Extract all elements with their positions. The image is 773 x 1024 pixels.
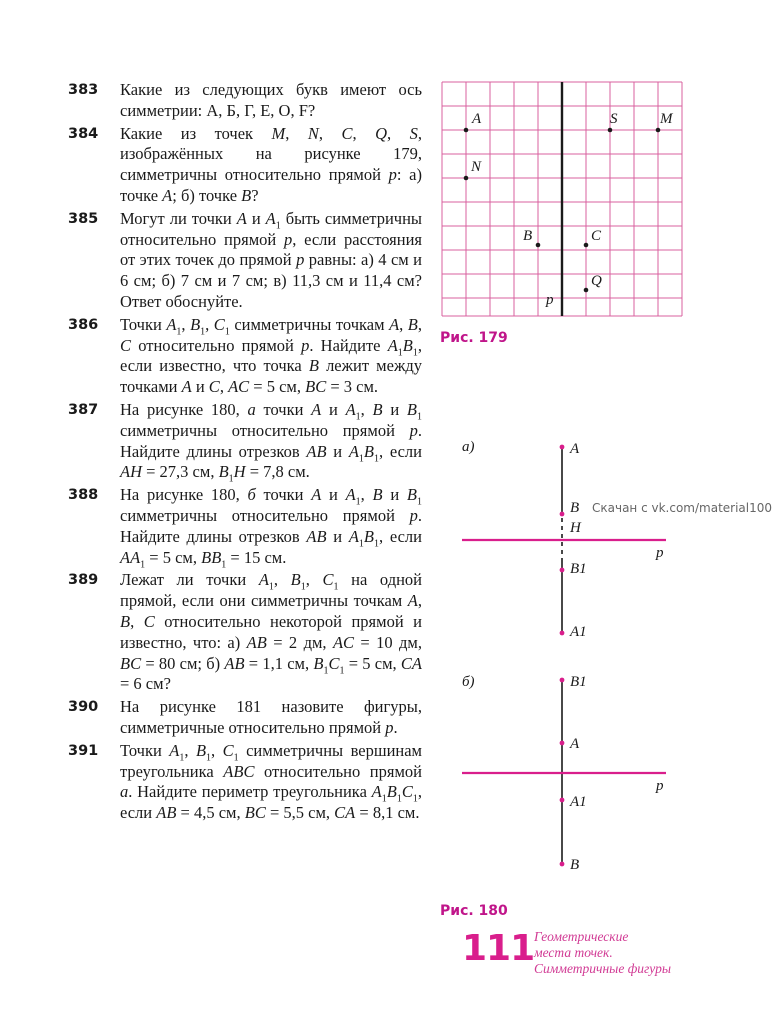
label-A1: A1 — [570, 794, 587, 810]
point-A1 — [560, 631, 565, 636]
problem-number: 383 — [68, 82, 99, 98]
problem-number: 390 — [68, 699, 99, 716]
problem-number: 386 — [68, 316, 99, 333]
point-B1 — [560, 568, 565, 573]
point-N — [464, 176, 469, 181]
problem-number: 387 — [68, 401, 99, 418]
problem-text: Могут ли точки A и $A_1$ быть симметричны относительно прямой p, если расстояния от этих точек до прямой p равны: а) 4 см и 6 см; б) 7 см и 7 см; в) 11,3 см и 11,4 см? Ответ обоснуйте. — [120, 208, 422, 311]
running-title-line: Геометрические — [534, 929, 629, 944]
label-A1: A1 — [570, 624, 587, 640]
point-B — [560, 862, 565, 867]
problem-text: На рисунке 181 назовите фигуры, симметричные относительно прямой p. — [120, 697, 422, 737]
problem-383 — [68, 80, 422, 122]
problem-number: 391 — [68, 742, 99, 759]
label-C: C — [591, 228, 602, 244]
problem-text: На рисунке 180, а точки A и $A_1$, B и $B_1$ симметричны относительно прямой p. Найдите длины отрезков AB и $A_1B_1$, если AH = 27,3 см, $B_1H = 7,8$ см. — [120, 399, 422, 485]
problem-386 — [68, 315, 422, 398]
figure-180-caption: Рис. 180 — [440, 903, 508, 919]
label-S: S — [610, 111, 618, 127]
point-B1 — [560, 678, 565, 683]
running-title — [534, 929, 734, 977]
point-Q — [584, 288, 589, 293]
part-b-label: б) — [462, 674, 475, 690]
label-p: p — [656, 545, 664, 561]
problem-number: 385 — [68, 210, 99, 227]
label-A: A — [570, 736, 580, 752]
point-A — [464, 128, 469, 133]
problem-list — [68, 80, 422, 826]
label-B: B — [570, 500, 580, 516]
running-title-line: места точек. — [534, 945, 613, 960]
label-Q: Q — [591, 273, 602, 289]
point-C — [584, 243, 589, 248]
problem-text: Какие из следующих букв имеют ось симметрии: А, Б, Г, Е, О, F? — [120, 80, 422, 120]
point-B — [536, 243, 541, 248]
problem-text: Какие из точек M, N, C, Q, S, изображённых на рисунке 179, симметричны относительно прямой p: а) точке A; б) точке B? — [120, 123, 423, 205]
label-B1: B1 — [570, 674, 587, 690]
problem-text: Точки $A_1$, $B_1$, $C_1$ симметричны вершинам треугольника ABC относительно прямой a. Найдите периметр треугольника $A_1B_1C_1$, если AB = 4,5 см, BC = 5,5 см, CA = 8,1 см. — [120, 740, 422, 823]
problem-391 — [68, 741, 422, 824]
point-A — [560, 741, 565, 746]
running-title-line: Симметричные фигуры — [534, 961, 672, 976]
problem-number: 384 — [68, 125, 99, 142]
problem-390 — [68, 697, 422, 739]
label-N: N — [471, 159, 482, 175]
problem-text: Точки $A_1$, $B_1$, $C_1$ симметричны точкам A, B, C относительно прямой p. Найдите $A_1B_1$, если известно, что точка B лежит между точками A и C, AC = 5 см, BC = 3 см. — [120, 314, 423, 397]
problem-text: Лежат ли точки $A_1$, $B_1$, $C_1$ на одной прямой, если они симметричны точкам A, B, C относительно некоторой прямой и известно, что: а) AB = 2 дм, AC = 10 дм, BC = 80 см; б) AB = 1,1 см, $B_1C_1 = 5$ см, CA = 6 см? — [120, 570, 422, 694]
problem-388 — [68, 485, 422, 568]
label-B: B — [523, 228, 533, 244]
page-number: 111 — [462, 928, 535, 969]
label-B1: B1 — [570, 561, 587, 577]
problem-385 — [68, 209, 422, 313]
label-H: H — [570, 520, 581, 536]
point-M — [656, 128, 661, 133]
point-A1 — [560, 798, 565, 803]
label-p: p — [656, 778, 664, 794]
problem-text: На рисунке 180, б точки A и $A_1$, B и $B_1$ симметричны относительно прямой p. Найдите длины отрезков AB и $A_1B_1$, если $AA_1 = 5$ см, $BB_1 = 15$ см. — [120, 485, 422, 570]
problem-number: 389 — [68, 572, 99, 589]
label-A: A — [570, 441, 580, 457]
problem-384 — [68, 124, 422, 207]
problem-387 — [68, 400, 422, 483]
grid — [442, 82, 682, 316]
point-B — [560, 512, 565, 517]
label-M: M — [660, 111, 673, 127]
point-A — [560, 445, 565, 450]
label-B: B — [570, 857, 580, 873]
label-A: A — [472, 111, 482, 127]
problem-number: 388 — [68, 487, 99, 504]
label-p: p — [546, 292, 554, 308]
problem-389 — [68, 570, 422, 695]
watermark: Скачан с vk.com/material100 — [592, 501, 773, 515]
part-a-label: а) — [462, 439, 475, 455]
figure-179-caption: Рис. 179 — [440, 330, 508, 346]
point-S — [608, 128, 613, 133]
